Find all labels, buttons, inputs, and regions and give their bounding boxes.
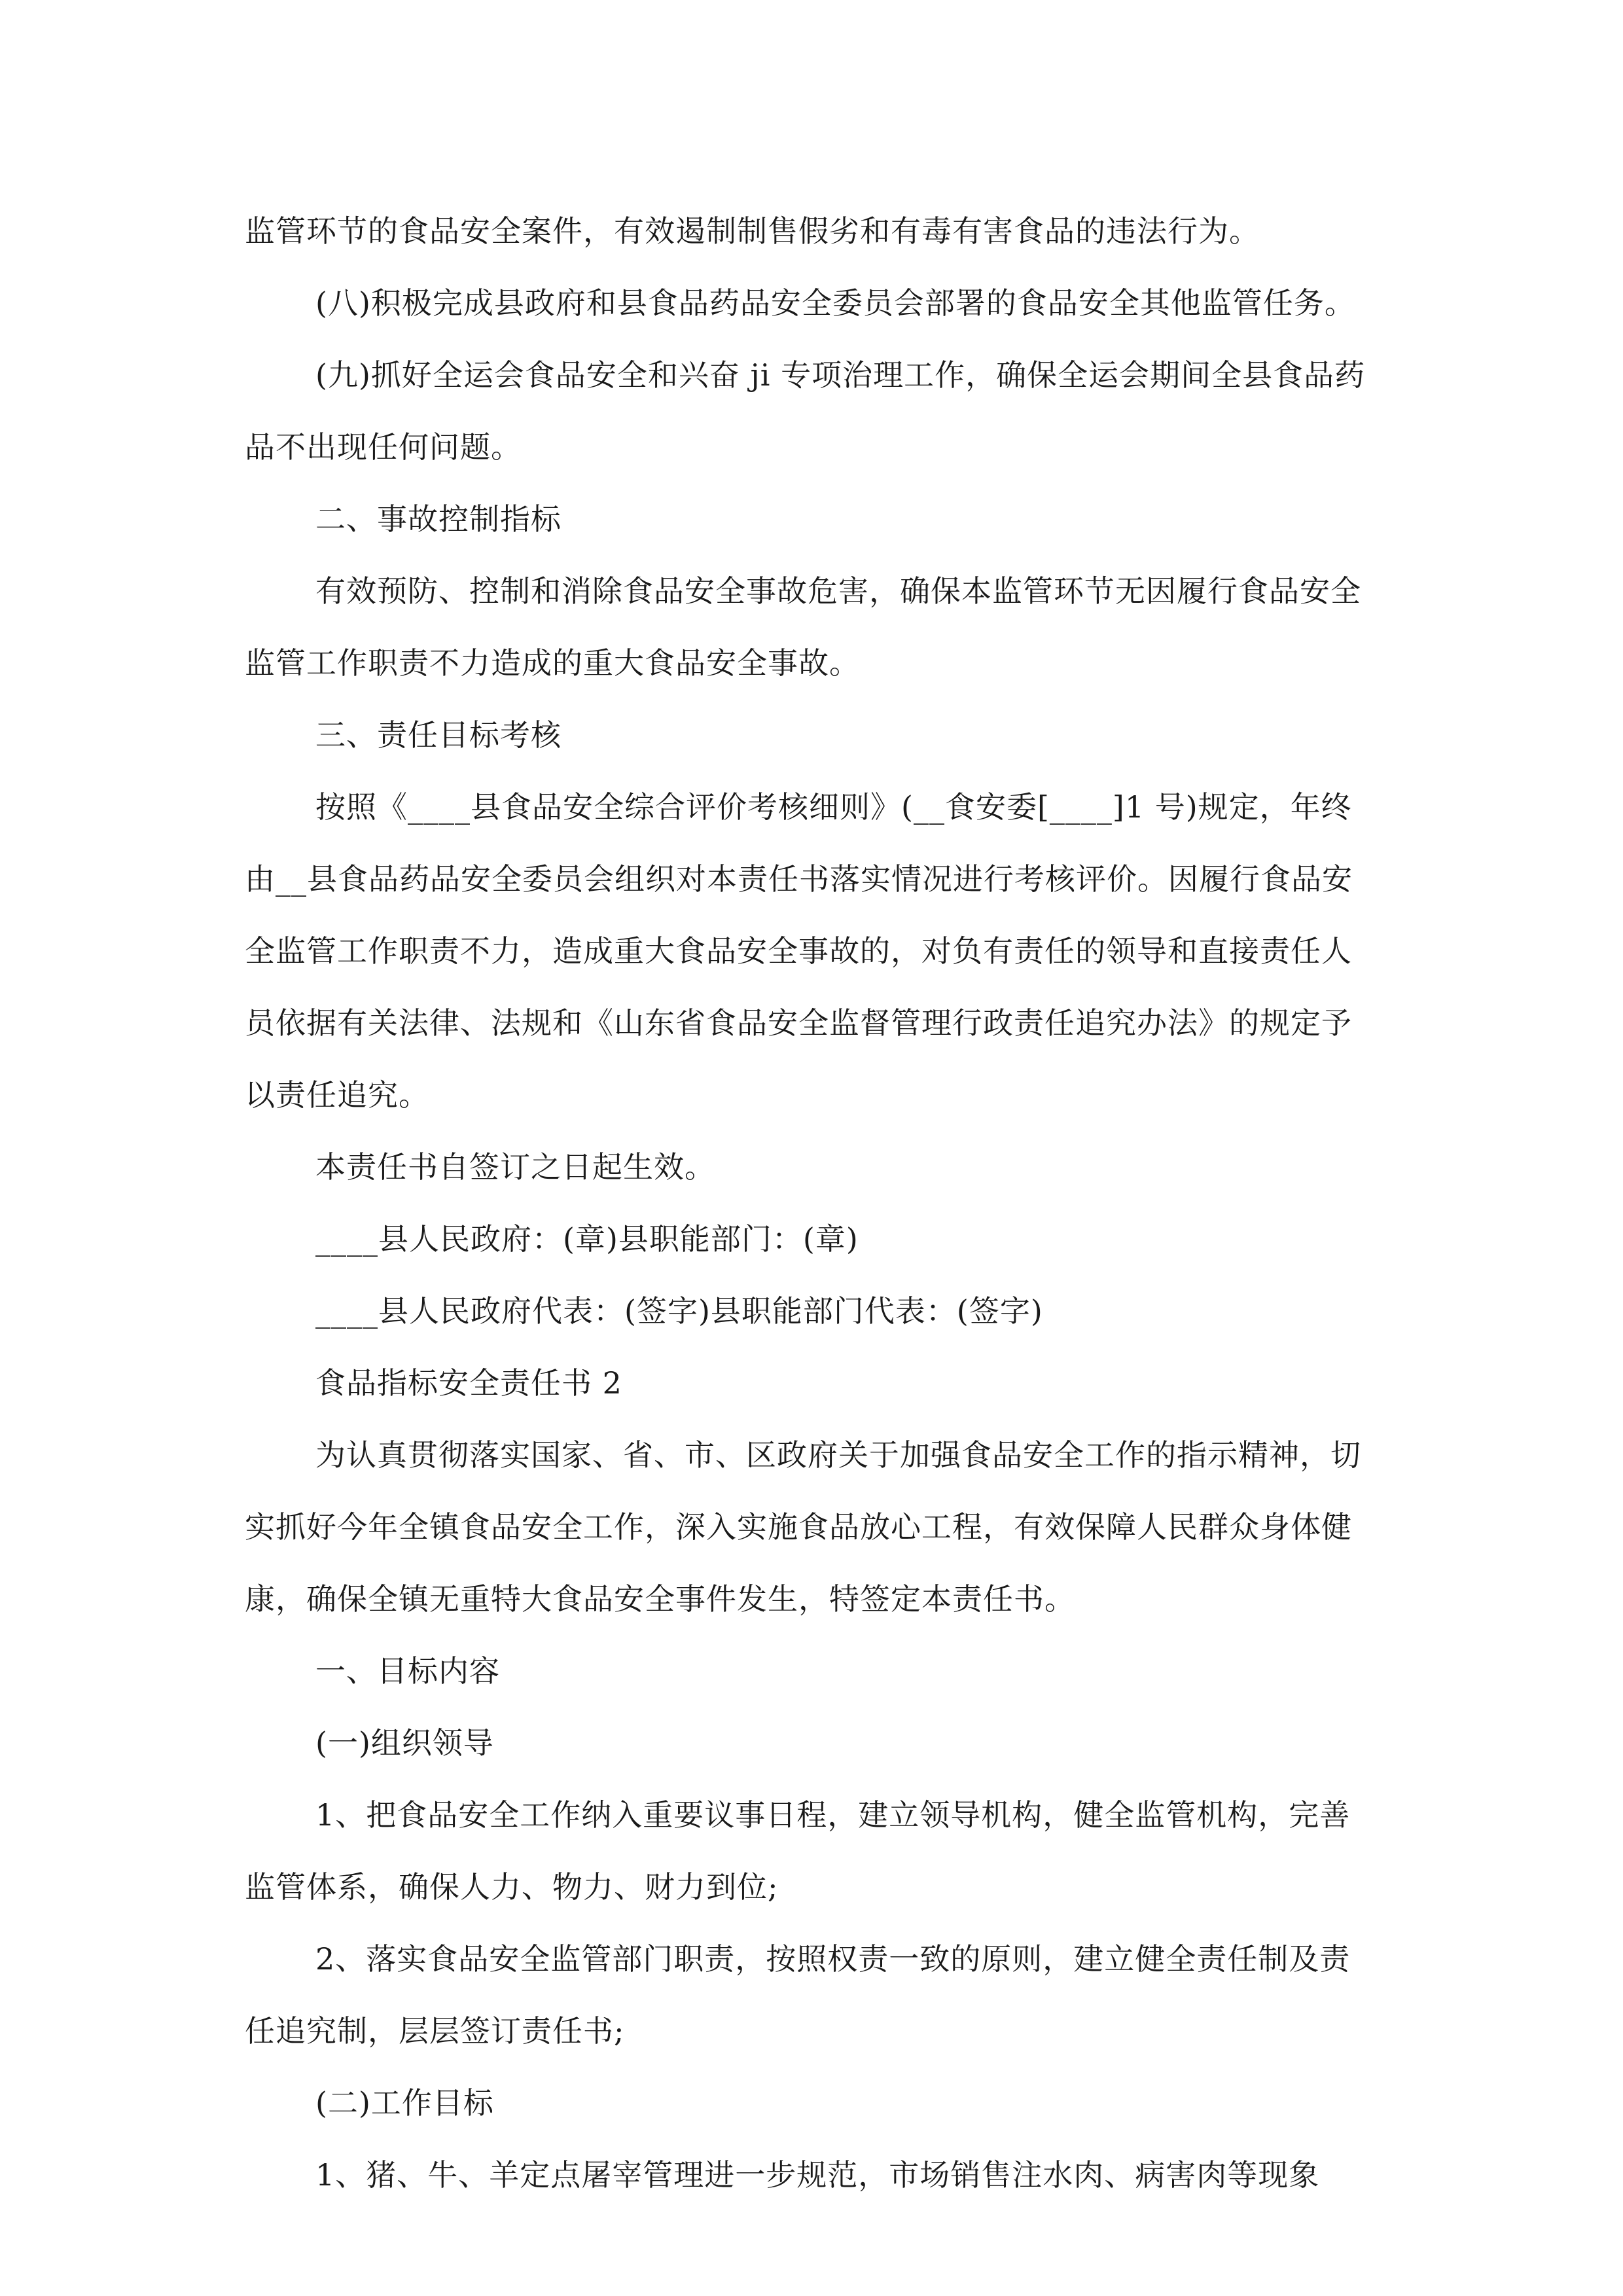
section-heading-accident-control: 二、事故控制指标 — [315, 501, 562, 537]
paragraph-assessment: 按照《____县食品安全综合评价考核细则》(__食安委[____]1 号)规定，年终由__县食品药品安全委员会组织对本责任书落实情况进行考核评价。因履行食品安全监管工作职责不力，造成重大食品安全事故的，对负有责任的领导和直接责任人员依据有关法律、法规和《山东省食品安全监督管理行政责任追究办法》的规定予以责任追究。 — [245, 789, 1353, 1113]
document-subtitle: 食品指标安全责任书 2 — [315, 1365, 622, 1401]
paragraph-intro-2: 为认真贯彻落实国家、省、市、区政府关于加强食品安全工作的指示精神，切实抓好今年全镇食品安全工作，深入实施食品放心工程，有效保障人民群众身体健康，确保全镇无重特大食品安全事件发生，特签定本责任书。 — [245, 1437, 1361, 1617]
signature-line-representative: ____县人民政府代表：(签字)县职能部门代表：(签字) — [315, 1293, 1043, 1329]
paragraph-1: 监管环节的食品安全案件，有效遏制制售假劣和有毒有害食品的违法行为。 — [245, 213, 1260, 249]
document-body — [245, 195, 1370, 2211]
subheading-organization: (一)组织领导 — [315, 1725, 494, 1761]
signature-line-seal: ____县人民政府：(章)县职能部门：(章) — [315, 1221, 859, 1257]
paragraph-effective: 本责任书自签订之日起生效。 — [315, 1149, 715, 1185]
paragraph-item-9: (九)抓好全运会食品安全和兴奋 ji 专项治理工作，确保全运会期间全县食品药品不出现任何问题。 — [245, 357, 1366, 465]
paragraph-item-8: (八)积极完成县政府和县食品药品安全委员会部署的食品安全其他监管任务。 — [315, 285, 1355, 321]
list-item-1: 1、把食品安全工作纳入重要议事日程，建立领导机构，健全监管机构，完善监管体系，确保人力、物力、财力到位; — [245, 1797, 1351, 1905]
list-item-2: 2、落实食品安全监管部门职责，按照权责一致的原则，建立健全责任制及责任追究制，层层签订责任书; — [245, 1941, 1351, 2049]
paragraph-accident-control: 有效预防、控制和消除食品安全事故危害，确保本监管环节无因履行食品安全监管工作职责不力造成的重大食品安全事故。 — [245, 573, 1361, 681]
section-heading-target-content: 一、目标内容 — [315, 1653, 500, 1689]
subheading-work-targets: (二)工作目标 — [315, 2085, 494, 2121]
list-item-3: 1、猪、牛、羊定点屠宰管理进一步规范，市场销售注水肉、病害肉等现象 — [315, 2157, 1320, 2193]
section-heading-assessment: 三、责任目标考核 — [315, 717, 562, 753]
